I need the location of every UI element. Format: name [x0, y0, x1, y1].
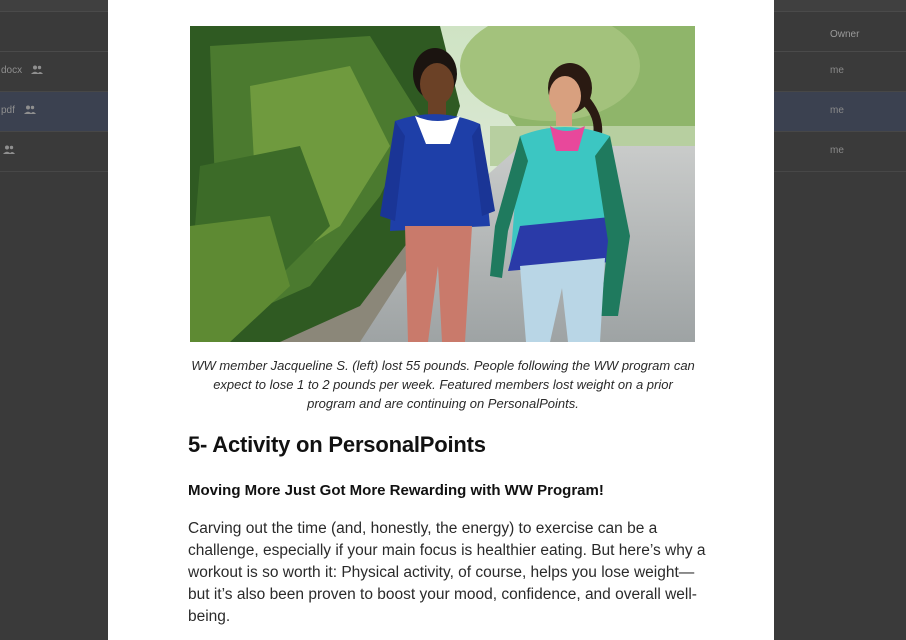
shared-people-icon [24, 105, 36, 114]
body-paragraph: Carving out the time (and, honestly, the energy) to exercise can be a challenge, especially if your main focus is healthier eating. But here’s why a workout is so worth it: Physical activity, of course, helps you lose weight—but it’s also been proven to boost your mood, confidence, and overall well-being. [188, 520, 706, 625]
shared-people-icon [3, 145, 15, 154]
photo-caption: WW member Jacqueline S. (left) lost 55 pounds. People following the WW program can expect to lose 1 to 2 pounds per week. Featured members lost weight on a prior program and are continuing on PersonalPoints. [191, 358, 695, 411]
file-name: docx [1, 65, 23, 76]
section-subheading: Moving More Just Got More Rewarding with WW Program! [188, 482, 604, 499]
file-name: pdf [1, 105, 15, 116]
file-owner: me [830, 65, 844, 76]
file-owner: me [830, 105, 844, 116]
photo-two-women-walking-icon [190, 26, 695, 342]
file-owner: me [830, 145, 844, 156]
shared-people-icon [31, 65, 43, 74]
owner-column-header[interactable]: Owner [830, 29, 860, 40]
section-heading: 5- Activity on PersonalPoints [188, 432, 486, 457]
article-photo [190, 26, 695, 342]
document-preview[interactable] [108, 0, 774, 640]
